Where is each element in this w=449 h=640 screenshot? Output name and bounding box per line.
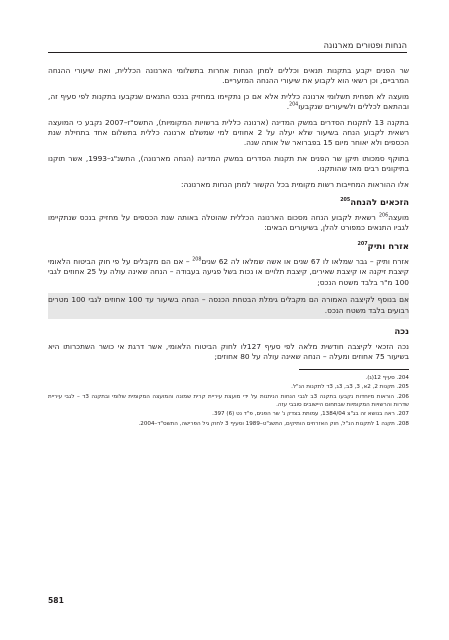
footnote-ref[interactable]: 208 <box>192 257 202 263</box>
text-span: אזרח ותיק – גבר שמלאו לו 67 שנים או אשה שמלאו לה 62 שנים <box>201 256 409 266</box>
footnote-ref[interactable]: 205 <box>340 198 351 204</box>
footnote-number: 205. <box>396 384 409 391</box>
footnote <box>48 383 409 391</box>
footnote-ref[interactable]: 204 <box>289 102 299 108</box>
paragraph-span: אם בנוסף לקיצבה האמורה הם מקבלים גימלת הבטחת הכנסה – הנחה בשיעור עד 100 אחוזים לגבי 100 מטרים רבועים בלבד משטח הנכס. <box>48 295 410 315</box>
body-flow <box>48 66 409 363</box>
paragraph <box>48 66 409 87</box>
paragraph <box>48 92 409 113</box>
footnote-text: הוראות מיוחדות נקבעו בתקנה 3ב לגבי הנחות הניתנות על ידי מועצת עיריית קרית שמונה והמועצה המקומית שלומי ובתקנה 3ד – לגבי עיריית שדרות והרשויות המקומיות שבתחום היישובים סובבי עזה. <box>48 393 409 408</box>
footnote <box>48 374 409 382</box>
footnote-ref[interactable]: 206 <box>378 213 389 219</box>
footnote-number: 208. <box>396 420 409 427</box>
text-span: הזכאים להנחה <box>350 198 409 209</box>
footnote <box>48 393 409 410</box>
footnote-divider <box>299 369 409 370</box>
paragraph <box>48 180 409 190</box>
paragraph <box>48 118 409 149</box>
footnote-text: סעיף 12(ג). <box>365 374 395 381</box>
page-number: 581 <box>48 596 64 605</box>
running-header: הנחות ופטורים מארנונה <box>48 40 407 53</box>
text-span-tail: – אם הם מקבלים על פי חוק הביטוח הלאומי קיצבת זיקנה או קיצבת שאירים, קיצבת תלויים או נכות בשל פגיעה בעבודה – הנחה שאינה עולה על 25 אחוזים לגבי 100 מ"ר בלבד משטח הנכס; <box>48 256 409 287</box>
shaded-paragraph <box>48 293 409 319</box>
footnote <box>48 410 409 418</box>
text-span-tail: רשאית לקבוע הנחה מסכום הארנונה הכללית שהוטלה באותה שנת הכספים על מחזיק בנכס שנתקיימו לגביו התנאים כמפורט להלן, בשיעורים הבאים: <box>48 213 409 233</box>
footnote-number: 204. <box>396 374 409 381</box>
footnote-text: תקנה 1 לתקנות הנ"ל, חוק האזרחים הותיקים, התשנ"ט–1989 וסעיף 3 לחוק גיל הפרישה, התשס"ד–2004. <box>138 420 395 427</box>
section-heading <box>48 242 409 253</box>
text-span: אלו ההוראות המחייבות רשות מקומית בכל הקשור למתן הנחות מארנונה: <box>181 179 409 189</box>
section-heading <box>48 327 409 338</box>
footnote <box>48 420 409 428</box>
footnote-text: ראה בנושא זה בג"צ 1384/04, עמותת בצדק נ' שר הפנים, פ"ד נט (6) 397. <box>212 411 395 418</box>
text-span: בתקנה 13 לתקנות הסדרים במשק המדינה (ארנונה כללית ברשויות המקומיות), התשס"ז–2007 נקבע כי המועצה רשאית לקבוע הנחה בשיעור שלא יעלה על 2 אחוזים למי שמשלם ארנונה כללית בתשלום אחד בתחילת שנת הכספים ולא יאוחר מיום 15 בפברואר של אותה שנה. <box>48 117 410 148</box>
paragraph <box>48 154 409 175</box>
paragraph <box>48 257 409 288</box>
text-span-tail: . <box>286 102 290 112</box>
text-span: מועצה <box>388 213 409 223</box>
main-text <box>48 66 409 429</box>
footnote-ref[interactable]: 207 <box>357 242 368 248</box>
text-span: נכה הזכאי לקיצבה חודשית מלאה לפי סעיף 127לו לחוק הביטוח הלאומי, אשר דרגת אי כושר השתכרותו היא בשיעור 75 אחוזים ומעלה – הנחה שאינה עולה על 80 אחוזים; <box>48 341 410 362</box>
text-span: בתוקף סמכותו תיקן שר הפנים את תקנות הסדרים במשק המדינה (הנחה מארנונה), התשנ"ג–1993, אשר תוקנו בתיקונים רבים מאז שהותקנו. <box>48 153 409 174</box>
footnote-text: תקנות 2, 2א, 3, 3ב, 3ג, 3ד לתקנות הנ"ל. <box>291 384 395 391</box>
paragraph-text <box>48 295 409 316</box>
text-span: שר הפנים יקבע בתקנות תנאים וכללים למתן הנחות אחרות בתשלומי הארנונה הכללית, ואת שיעורי ההנחה המרביים, וכן רשאי הוא לקבוע את שיעורי ההנחה המזעריים. <box>48 66 409 86</box>
footnotes <box>48 374 409 428</box>
text-span: נכה <box>394 326 409 337</box>
text-span: מועצה לא תפחית תשלומי ארנונה כללית אלא אם כן נתקיימו במחזיק בנכס התנאים שנקבעו בתקנות לפי סעיף זה, ובהתאם לכללים ולשיעורים שנקבעו <box>48 91 409 112</box>
footnote-number: 207. <box>396 411 409 418</box>
paragraph <box>48 213 409 234</box>
paragraph <box>48 342 409 363</box>
section-heading <box>48 198 409 209</box>
footnote-number: 206. <box>396 393 409 400</box>
text-span: אזרח ותיק <box>367 241 409 252</box>
